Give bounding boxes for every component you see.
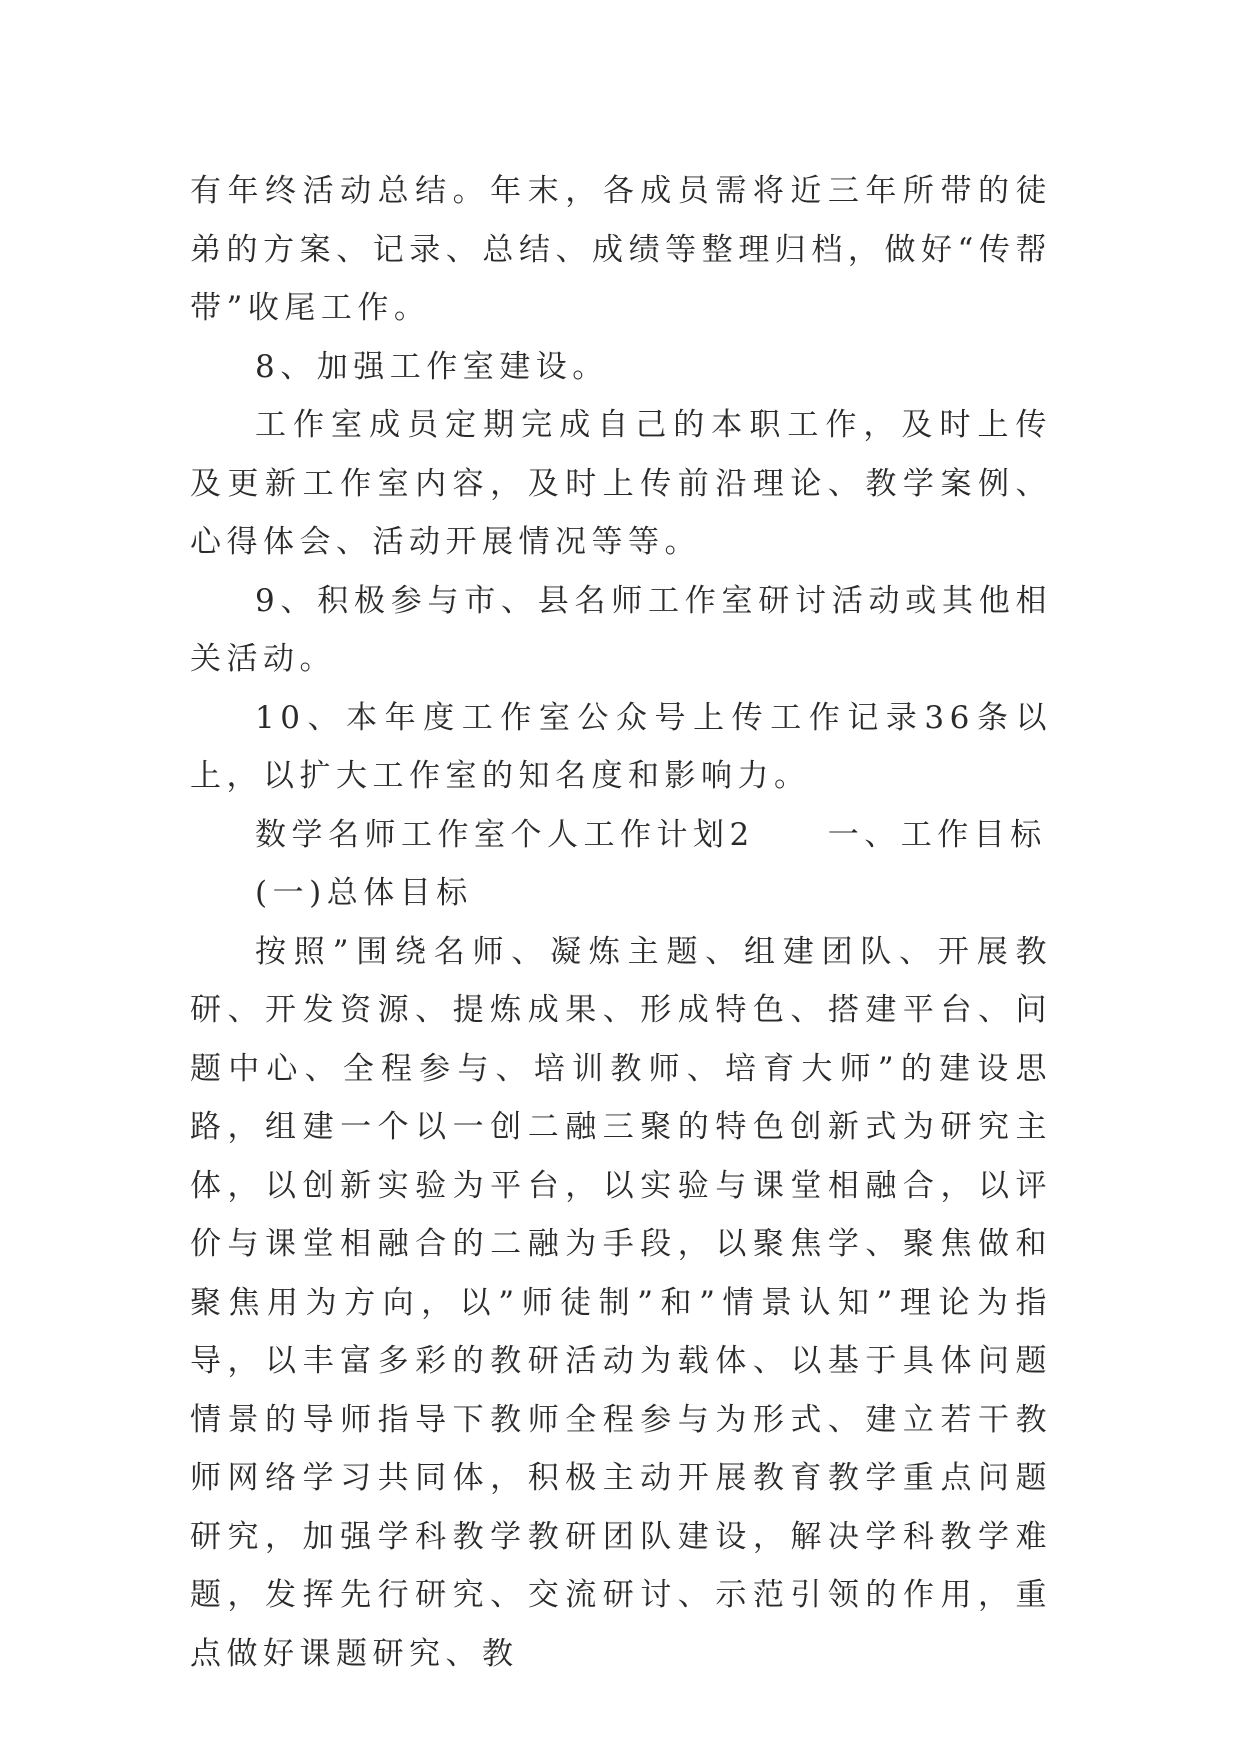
paragraph-item-10: 10、本年度工作室公众号上传工作记录36条以上，以扩大工作室的知名度和影响力。 [190, 699, 1052, 794]
subsection-title-overall-goal: (一)总体目标 [255, 875, 473, 911]
paragraph-item-8-body: 工作室成员定期完成自己的本职工作，及时上传及更新工作室内容，及时上传前沿理论、教学案例、心得体会、活动开展情况等等。 [190, 407, 1052, 560]
paragraph-year-end-summary: 有年终活动总结。年末，各成员需将近三年所带的徒弟的方案、记录、总结、成绩等整理归档，做好“传帮带”收尾工作。 [190, 173, 1052, 326]
paragraph-item-8-heading: 8、加强工作室建设。 [255, 348, 609, 385]
section-title-plan-2: 数学名师工作室个人工作计划2 一、工作目标 [255, 816, 1047, 853]
paragraph-overall-goal-body: 按照”围绕名师、凝炼主题、组建团队、开展教研、开发资源、提炼成果、形成特色、搭建平台、问题中心、全程参与、培训教师、培育大师”的建设思路，组建一个以一创二融三聚的特色创新式为研究主体，以创新实验为平台，以实验与课堂相融合，以评价与课堂相融合的二融为手段，以聚焦学、聚焦做和聚焦用为方向，以”师徒制”和”情景认知”理论为指导，以丰富多彩的教研活动为载体、以基于具体问题情景的导师指导下教师全程参与为形式、建立若干教师网络学习共同体，积极主动开展教育教学重点问题研究，加强学科教学教研团队建设，解决学科教学难题，发挥先行研究、交流研讨、示范引领的作用，重点做好课题研究、教 [190, 933, 1052, 1672]
paragraph-item-9: 9、积极参与市、县名师工作室研讨活动或其他相关活动。 [190, 582, 1052, 677]
document-body [190, 162, 1052, 1683]
